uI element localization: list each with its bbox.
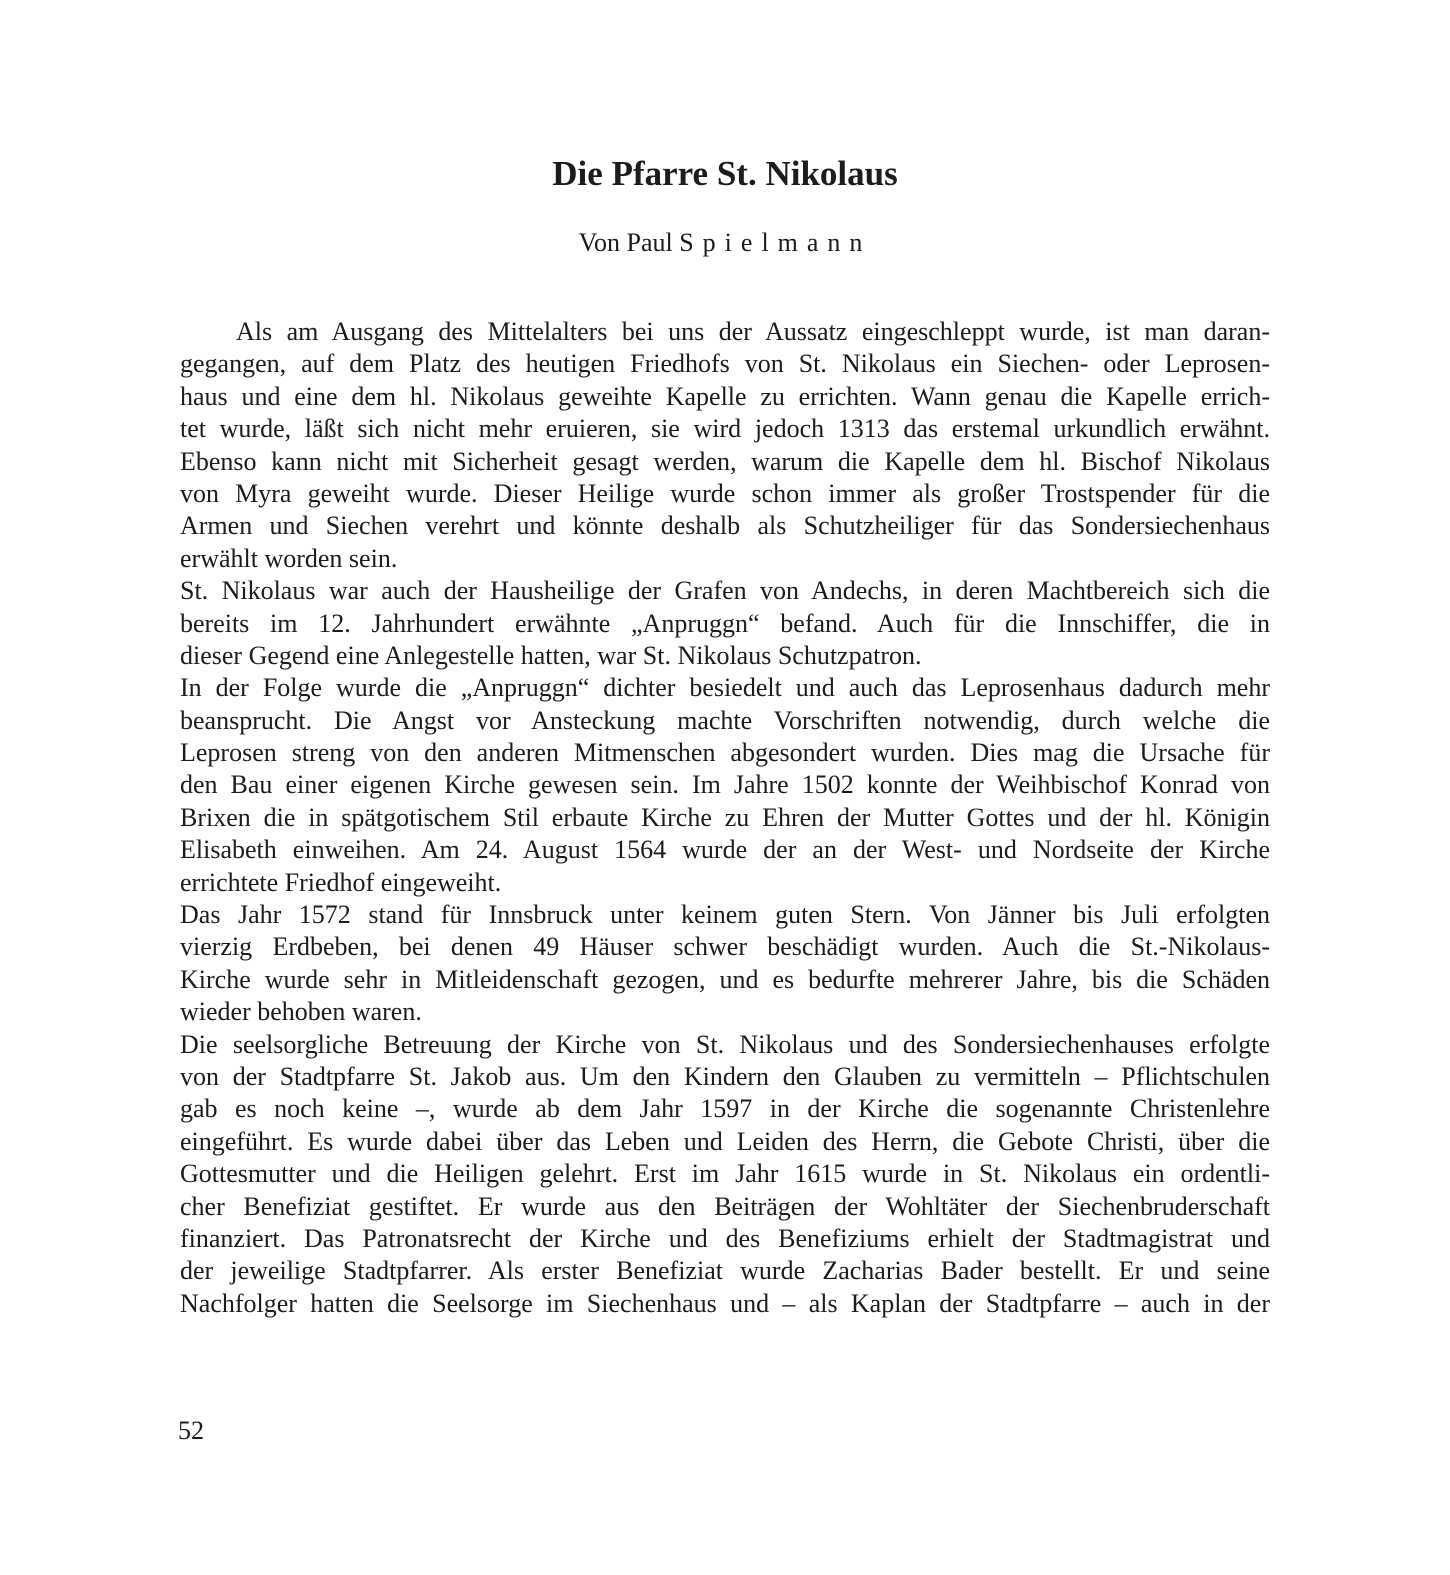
- text-line: Leprosen streng von den anderen Mitmenschen abgesondert wurden. Dies mag die Ursache für: [180, 738, 1270, 768]
- text-line: gab es noch keine –, wurde ab dem Jahr 1597 in der Kirche die sogenannte Christenlehre: [180, 1094, 1270, 1124]
- text-line: Gottesmutter und die Heiligen gelehrt. Erst im Jahr 1615 wurde in St. Nikolaus ein ordentli-: [180, 1159, 1270, 1189]
- byline-author: Spielmann: [679, 228, 872, 257]
- text-line: beansprucht. Die Angst vor Ansteckung machte Vorschriften notwendig, durch welche die: [180, 705, 1270, 735]
- text-line: Ebenso kann nicht mit Sicherheit gesagt werden, warum die Kapelle dem hl. Bischof Nikolaus: [180, 446, 1270, 476]
- byline-prefix: Von Paul: [578, 228, 673, 257]
- text-line: Als am Ausgang des Mittelalters bei uns der Aussatz eingeschleppt wurde, ist man daran-: [236, 317, 1270, 346]
- text-line: In der Folge wurde die „Anpruggn“ dichter besiedelt und auch das Leprosenhaus dadurch mehr: [180, 673, 1270, 703]
- text-line: Nachfolger hatten die Seelsorge im Siechenhaus und – als Kaplan der Stadtpfarre – auch in der: [180, 1288, 1270, 1318]
- page-title: Die Pfarre St. Nikolaus: [552, 154, 898, 193]
- text-line: erwählt worden sein.: [180, 543, 398, 573]
- text-line: cher Benefiziat gestiftet. Er wurde aus den Beiträgen der Wohltäter der Siechenbruderschaft: [180, 1191, 1270, 1221]
- text-line: vierzig Erdbeben, bei denen 49 Häuser schwer beschädigt wurden. Auch die St.-Nikolaus-: [180, 932, 1270, 962]
- text-line: dieser Gegend eine Anlegestelle hatten, war St. Nikolaus Schutzpatron.: [180, 640, 922, 670]
- text-line: von Myra geweiht wurde. Dieser Heilige wurde schon immer als großer Trostspender für die: [180, 478, 1270, 508]
- text-line: Elisabeth einweihen. Am 24. August 1564 wurde der an der West- und Nordseite der Kirche: [180, 835, 1270, 865]
- byline: [0, 226, 1450, 260]
- page-number: 52: [178, 1416, 204, 1445]
- text-line: von der Stadtpfarre St. Jakob aus. Um den Kindern den Glauben zu vermitteln – Pflichtschulen: [180, 1061, 1270, 1091]
- text-line: Armen und Siechen verehrt und könnte deshalb als Schutzheiliger für das Sondersiechenhaus: [180, 511, 1270, 541]
- text-line: tet wurde, läßt sich nicht mehr eruieren, sie wird jedoch 1313 das erstemal urkundlich erwähnt.: [180, 414, 1270, 444]
- text-line: haus und eine dem hl. Nikolaus geweihte Kapelle zu errichten. Wann genau die Kapelle errich-: [180, 381, 1270, 411]
- text-line: Brixen die in spätgotischem Stil erbaute Kirche zu Ehren der Mutter Gottes und der hl. Königin: [180, 802, 1270, 832]
- text-line: Kirche wurde sehr in Mitleidenschaft gezogen, und es bedurfte mehrerer Jahre, bis die Schäden: [180, 964, 1270, 994]
- text-line: gegangen, auf dem Platz des heutigen Friedhofs von St. Nikolaus ein Siechen- oder Leprosen-: [180, 349, 1270, 379]
- text-line: St. Nikolaus war auch der Hausheilige der Grafen von Andechs, in deren Machtbereich sich die: [180, 576, 1270, 606]
- text-line: finanziert. Das Patronatsrecht der Kirche und des Benefiziums erhielt der Stadtmagistrat und: [180, 1223, 1270, 1253]
- text-line: der jeweilige Stadtpfarrer. Als erster Benefiziat wurde Zacharias Bader bestellt. Er und seine: [180, 1256, 1270, 1286]
- text-line: eingeführt. Es wurde dabei über das Leben und Leiden des Herrn, die Gebote Christi, über die: [180, 1126, 1270, 1156]
- text-line: wieder behoben waren.: [180, 997, 422, 1027]
- text-line: Das Jahr 1572 stand für Innsbruck unter keinem guten Stern. Von Jänner bis Juli erfolgten: [180, 900, 1270, 930]
- text-line: den Bau einer eigenen Kirche gewesen sein. Im Jahre 1502 konnte der Weihbischof Konrad von: [180, 770, 1270, 800]
- article-body: [180, 316, 1270, 1320]
- text-line: Die seelsorgliche Betreuung der Kirche von St. Nikolaus und des Sondersiechenhauses erfolgte: [180, 1029, 1270, 1059]
- text-line: errichtete Friedhof eingeweiht.: [180, 867, 502, 897]
- text-line: bereits im 12. Jahrhundert erwähnte „Anpruggn“ befand. Auch für die Innschiffer, die in: [180, 608, 1270, 638]
